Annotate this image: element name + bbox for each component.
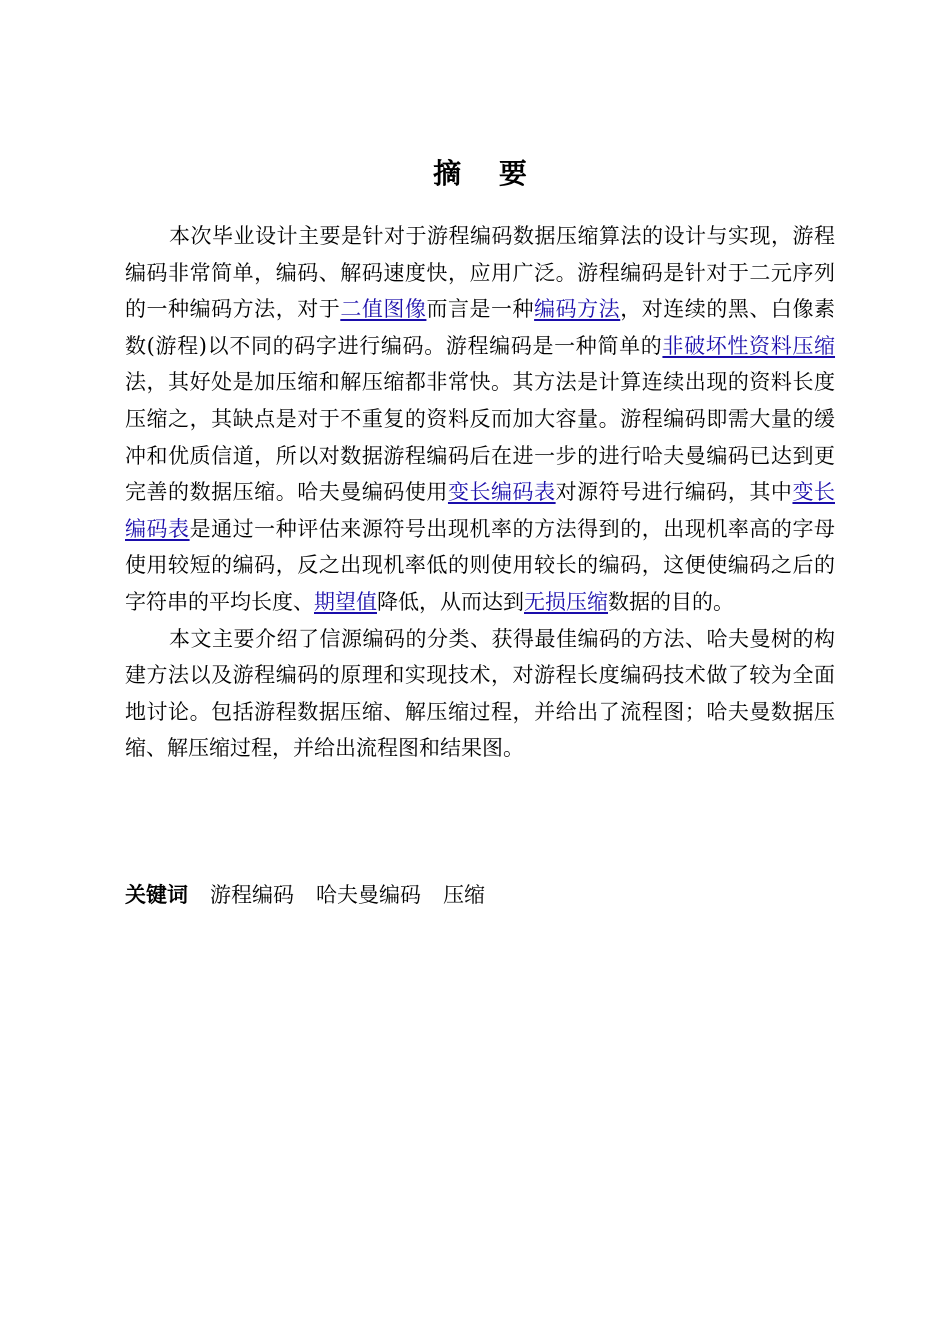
paragraph-text: ，对连续的黑、白像素数(游程)以不同的码字进行编码。游程编码是一种简单的 bbox=[125, 297, 835, 358]
abstract-paragraph-1 bbox=[125, 218, 835, 621]
paragraph-text: 降低，从而达到 bbox=[377, 589, 524, 614]
paragraph-text: 数据的目的。 bbox=[608, 589, 734, 614]
inline-link[interactable]: 期望值 bbox=[314, 589, 377, 614]
keywords-label: 关键词 bbox=[125, 883, 188, 907]
keywords-line bbox=[125, 877, 485, 913]
keyword-item: 哈夫曼编码 bbox=[316, 883, 421, 907]
abstract-paragraph-2: 本文主要介绍了信源编码的分类、获得最佳编码的方法、哈夫曼树的构建方法以及游程编码的原理和实现技术，对游程长度编码技术做了较为全面地讨论。包括游程数据压缩、解压缩过程，并给出了流程图；哈夫曼数据压缩、解压缩过程，并给出流程图和结果图。 bbox=[125, 626, 835, 761]
keyword-item: 压缩 bbox=[443, 883, 485, 907]
paragraph-text: 本次毕业设计主要是针对于游程编码数据压缩算法的设计与实现，游程编码非常简单，编码、解码速度快，应用广泛。游程编码是针对于二元序列的一种编码方法，对于 bbox=[125, 224, 835, 322]
inline-link[interactable]: 无损压缩 bbox=[524, 589, 608, 614]
inline-link[interactable]: 变长编码表 bbox=[447, 480, 556, 505]
abstract-page bbox=[125, 150, 835, 767]
inline-link[interactable]: 二值图像 bbox=[340, 297, 427, 322]
abstract-title: 摘 要 bbox=[433, 157, 541, 190]
keyword-item: 游程编码 bbox=[210, 883, 294, 907]
inline-link[interactable]: 变长编码表 bbox=[125, 480, 835, 541]
inline-link[interactable]: 编码方法 bbox=[534, 297, 621, 322]
paragraph-text: 是通过一种评估来源符号出现机率的方法得到的，出现机率高的字母使用较短的编码，反之出现机率低的则使用较长的编码，这便使编码之后的字符串的平均长度、 bbox=[125, 516, 835, 614]
paragraph-text: 而言是一种 bbox=[426, 297, 535, 322]
paragraph-text: 法，其好处是加压缩和解压缩都非常快。其方法是计算连续出现的资料长度压缩之，其缺点是对于不重复的资料反而加大容量。游程编码即需大量的缓冲和优质信道，所以对数据游程编码后在进一步的进行哈夫曼编码已达到更完善的数据压缩。哈夫曼编码使用 bbox=[125, 370, 835, 505]
inline-link[interactable]: 非破坏性资料压缩 bbox=[662, 333, 836, 358]
paragraph-text: 对源符号进行编码，其中 bbox=[555, 480, 793, 505]
